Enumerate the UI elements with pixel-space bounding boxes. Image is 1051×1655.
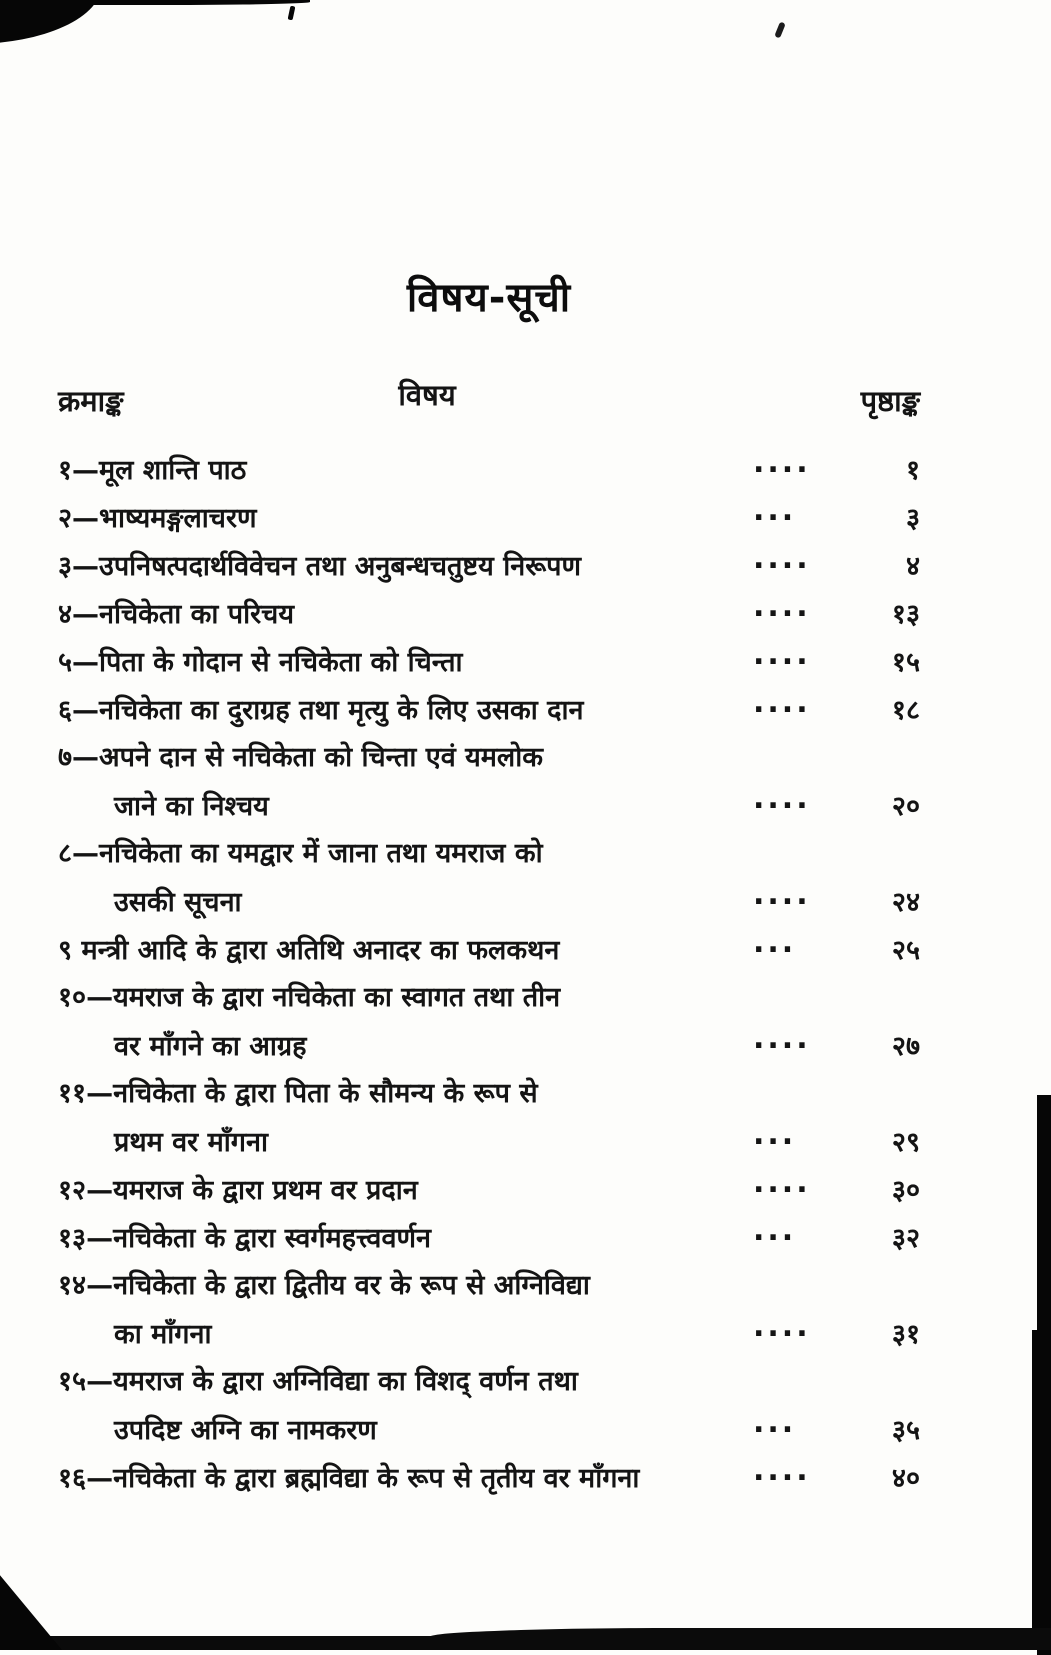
page-number: २५ bbox=[891, 935, 920, 966]
entry-text: ५—पिता के गोदान से नचिकेता को चिन्ता bbox=[58, 647, 463, 678]
scan-artifact-top-tick bbox=[288, 6, 296, 21]
page-number: ३० bbox=[891, 1175, 920, 1206]
entry-text: २—भाष्यमङ्गलाचरण bbox=[58, 503, 257, 534]
toc-entry bbox=[58, 686, 920, 734]
page-number: १८ bbox=[891, 695, 920, 726]
dots-leader: ... bbox=[753, 1213, 797, 1248]
entry-text: ७—अपने दान से नचिकेता को चिन्ता एवं यमलोक bbox=[58, 742, 543, 773]
dots-leader: ... bbox=[753, 1117, 797, 1152]
dots-leader: .... bbox=[753, 1453, 811, 1488]
toc-line bbox=[58, 686, 920, 734]
entry-text: १३—नचिकेता के द्वारा स्वर्गमहत्त्ववर्णन bbox=[58, 1223, 431, 1254]
dots-leader: .... bbox=[753, 445, 811, 480]
dots-leader: .... bbox=[753, 1165, 811, 1200]
toc-page-content bbox=[58, 268, 920, 1502]
entry-text: १२—यमराज के द्वारा प्रथम वर प्रदान bbox=[58, 1175, 418, 1206]
page-number: ३५ bbox=[891, 1415, 920, 1446]
toc-entry bbox=[58, 1214, 920, 1262]
dots-leader: .... bbox=[753, 877, 811, 912]
page-number: २० bbox=[891, 791, 920, 822]
entry-text: उसकी सूचना bbox=[114, 887, 242, 918]
page-number: १५ bbox=[891, 647, 920, 678]
page-number: ४० bbox=[891, 1463, 920, 1494]
entry-text: का माँगना bbox=[114, 1319, 212, 1350]
entry-text: ८—नचिकेता का यमद्वार में जाना तथा यमराज को bbox=[58, 838, 543, 869]
dots-leader: ... bbox=[753, 493, 797, 528]
entry-text: १४—नचिकेता के द्वारा द्वितीय वर के रूप से अग्निविद्या bbox=[58, 1270, 590, 1301]
toc-entry bbox=[58, 1262, 920, 1358]
page-number: ४ bbox=[905, 551, 920, 582]
entry-text: १—मूल शान्ति पाठ bbox=[58, 455, 247, 486]
entry-text: ९ मन्त्री आदि के द्वारा अतिथि अनादर का फलकथन bbox=[58, 935, 560, 966]
toc-line bbox=[58, 1454, 920, 1502]
page-number: २७ bbox=[891, 1031, 920, 1062]
toc-line bbox=[58, 1310, 920, 1358]
dots-leader: ... bbox=[753, 925, 797, 960]
entry-text: १५—यमराज के द्वारा अग्निविद्या का विशद् वर्णन तथा bbox=[58, 1366, 578, 1397]
dots-leader: .... bbox=[753, 589, 811, 624]
column-header-serial: क्रमाङ्क bbox=[58, 384, 124, 418]
toc-entry bbox=[58, 1454, 920, 1502]
column-header-subject: विषय bbox=[398, 378, 456, 412]
entry-text: १६—नचिकेता के द्वारा ब्रह्मविद्या के रूप से तृतीय वर माँगना bbox=[58, 1463, 640, 1494]
entry-text: वर माँगने का आग्रह bbox=[114, 1031, 307, 1062]
column-header-page-number: पृष्ठाङ्क bbox=[860, 384, 920, 418]
page-number: २९ bbox=[891, 1127, 920, 1158]
entry-text: ३—उपनिषत्पदार्थविवेचन तथा अनुबन्धचतुष्टय निरूपण bbox=[58, 551, 582, 582]
toc-entry bbox=[58, 830, 920, 926]
scan-artifact-top-left-curl bbox=[0, 0, 102, 44]
entry-text: १०—यमराज के द्वारा नचिकेता का स्वागत तथा तीन bbox=[58, 982, 561, 1013]
toc-line bbox=[58, 926, 920, 974]
dots-leader: .... bbox=[753, 781, 811, 816]
entry-text: ११—नचिकेता के द्वारा पिता के सौमन्य के रूप से bbox=[58, 1078, 538, 1109]
page-number: २४ bbox=[891, 887, 920, 918]
dots-leader: ... bbox=[753, 1405, 797, 1440]
dots-leader: .... bbox=[753, 685, 811, 720]
toc-entry bbox=[58, 734, 920, 830]
scan-artifact-top-edge-line bbox=[60, 0, 310, 5]
scan-artifact-bottom-edge-2 bbox=[430, 1628, 1051, 1650]
page-number: १३ bbox=[891, 599, 920, 630]
page-number: ३ bbox=[905, 503, 920, 534]
entry-text: जाने का निश्चय bbox=[114, 791, 269, 822]
toc-line bbox=[58, 1022, 920, 1070]
scan-artifact-small-mark bbox=[774, 21, 786, 38]
page-number: ३१ bbox=[891, 1319, 920, 1350]
dots-leader: .... bbox=[753, 1309, 811, 1344]
entry-text: ४—नचिकेता का परिचय bbox=[58, 599, 294, 630]
toc-list bbox=[58, 446, 920, 1502]
toc-entry bbox=[58, 974, 920, 1070]
entry-text: उपदिष्ट अग्नि का नामकरण bbox=[114, 1415, 377, 1446]
toc-line bbox=[58, 782, 920, 830]
page-title: विषय-सूची bbox=[406, 275, 572, 321]
toc-entry bbox=[58, 1070, 920, 1166]
dots-leader: .... bbox=[753, 541, 811, 576]
page-number: ३२ bbox=[891, 1223, 920, 1254]
scan-artifact-right-edge-bar-2 bbox=[1032, 1330, 1051, 1650]
dots-leader: .... bbox=[753, 637, 811, 672]
page-number: १ bbox=[905, 455, 920, 486]
toc-entry bbox=[58, 926, 920, 974]
entry-text: प्रथम वर माँगना bbox=[114, 1127, 268, 1158]
dots-leader: .... bbox=[753, 1021, 811, 1056]
toc-column-headers bbox=[58, 378, 920, 420]
entry-text: ६—नचिकेता का दुराग्रह तथा मृत्यु के लिए उसका दान bbox=[58, 695, 584, 726]
toc-entry bbox=[58, 1358, 920, 1454]
toc-line bbox=[58, 1214, 920, 1262]
